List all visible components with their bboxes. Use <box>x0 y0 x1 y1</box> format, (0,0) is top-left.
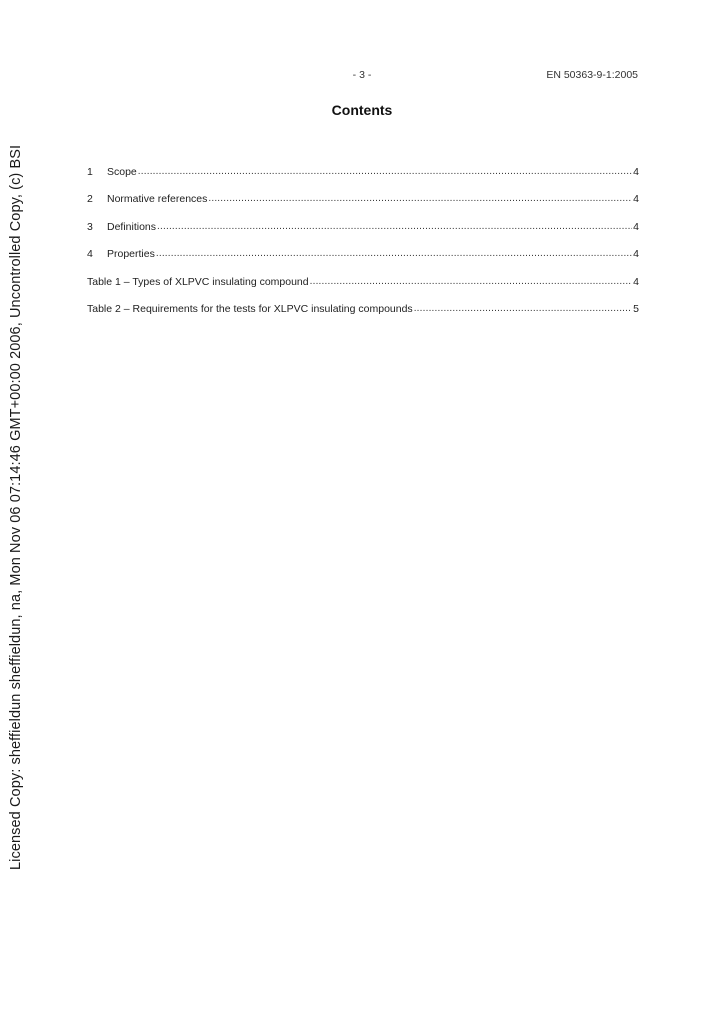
toc-entry-title: Table 1 – Types of XLPVC insulating compound <box>87 275 309 288</box>
toc-entry-definitions[interactable] <box>87 221 639 248</box>
toc-entry-title: Definitions <box>107 220 157 233</box>
document-reference: EN 50363-9-1:2005 <box>546 69 638 81</box>
toc-entry-title: Normative references <box>107 193 208 206</box>
toc-entry-page: 4 <box>633 220 639 233</box>
toc-dot-leader <box>157 220 632 232</box>
toc-entry-page: 5 <box>633 302 639 315</box>
toc-dot-leader <box>208 192 632 204</box>
toc-entry-page: 4 <box>633 193 639 206</box>
toc-entry-number: 1 <box>87 166 93 178</box>
toc-entry-number: 3 <box>87 220 93 233</box>
toc-entry-scope[interactable] <box>87 166 639 193</box>
toc-entry-page: 4 <box>633 275 639 288</box>
contents-heading <box>0 102 724 118</box>
toc-entry-normative-references[interactable] <box>87 193 639 220</box>
toc-entry-properties[interactable] <box>87 248 639 275</box>
toc-dot-leader <box>156 247 632 259</box>
toc-entry-page: 4 <box>633 166 639 178</box>
toc-dot-leader <box>310 275 633 287</box>
toc-entry-title: Table 2 – Requirements for the tests for XLPVC insulating compounds <box>87 302 413 315</box>
toc-entry-title: Scope <box>107 166 137 178</box>
license-watermark: Licensed Copy: sheffieldun sheffieldun, na, Mon Nov 06 07:14:46 GMT+00:00 2006, Uncontrolled Copy, (c) BSI <box>8 144 24 870</box>
toc-dot-leader <box>414 302 632 314</box>
toc-entry-title: Properties <box>107 248 155 261</box>
toc-dot-leader <box>138 165 632 177</box>
toc-entry-table-2[interactable] <box>87 303 639 330</box>
contents-heading-text: Contents <box>331 102 393 118</box>
toc-entry-page: 4 <box>633 248 639 261</box>
toc-entry-number: 4 <box>87 248 93 261</box>
page-number: - 3 - <box>352 69 372 81</box>
toc-entry-number: 2 <box>87 193 93 206</box>
table-of-contents <box>87 166 639 330</box>
toc-entry-table-1[interactable] <box>87 276 639 303</box>
